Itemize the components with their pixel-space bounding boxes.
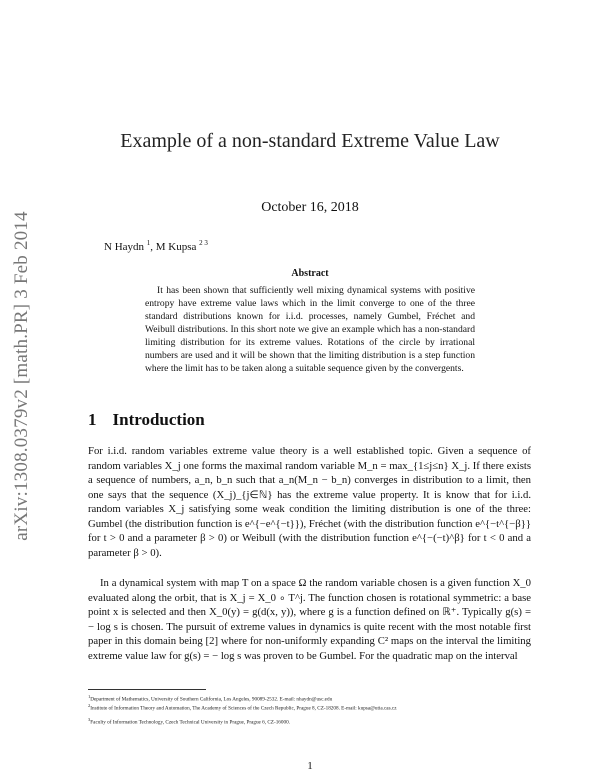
author-name: M Kupsa [155,241,197,253]
abstract-text: It has been shown that sufficiently well mixing dynamical systems with positive entropy have extreme value laws which in the limit converge to one of the three standard distributions known for i.i.d. processes, namely Gumbel, Fréchet and Weibull distributions. In this short note we give an example which has a non-standard limiting distribution for its extreme values. Rotations of the circle by irrational numbers are used and it will be shown that the limiting distribution is a step function where the limit has to be taken along a suitable sequence given by the convergents. [145,285,475,374]
author-name: N Haydn [104,241,145,253]
footnote-mark: 3 [88,717,91,722]
paper-date: October 16, 2018 [261,200,359,215]
footnote [88,716,531,727]
body-paragraph: In a dynamical system with map T on a space Ω the random variable chosen is a given function X_0 evaluated along the orbit, that is X_j = X_0 ∘ T^j. The function chosen is rotational symmetric: a base point x is selected and then X_0(y) = g(d(x, y)), where g is a function defined on ℝ⁺. Typically g(s) = − log s is chosen. The pursuit of extreme values in dynamics is quite recent with the most notable first paper in this domain being [2] where for non-uniformly expanding C² maps on the interval the limiting extreme value law for g(s) = − log s was proven to be Gumbel. For the quadratic map on the interval [88,577,531,662]
arxiv-identifier: arXiv:1308.0379v2 [math.PR] 3 Feb 2014 [11,211,32,541]
footnote-text: Department of Mathematics, University of Southern California, Los Angeles, 90089-2532. E-mail: nhaydn@usc.edu [90,696,333,703]
author-affiliation-marks: 2 3 [199,239,208,247]
page-number: 1 [307,760,313,772]
arxiv-sidebar [8,186,36,566]
body-paragraph: For i.i.d. random variables extreme value theory is a well established topic. Given a sequence of random variables X_j one forms the maximal random variable M_n = max_{1≤j≤n} X_j. If there exists a sequence of numbers, a_n, b_n such that a_n(M_n − b_n) converges in distribution to a limit, then one says that the sequence (X_j)_{j∈ℕ} has the extreme value property. It is know that for i.i.d. random variables X_j satisfying some weak condition the limiting distribution is one of the three: Gumbel (the distribution function is e^{−e^{−t}}), Fréchet (with the distribution function e^{−t^{−β}} for t > 0 and a parameter β > 0) or Weibull (with the distribution function e^{−(−t)^β} for t < 0 and a parameter β > 0). [88,445,531,559]
section-heading [88,410,205,430]
author-separator: , [150,241,156,253]
section-number: 1 [88,410,97,429]
abstract-heading: Abstract [291,268,329,279]
author-line [104,239,208,253]
paper-title: Example of a non-standard Extreme Value Law [120,130,500,152]
footnote-mark: 1 [88,694,91,699]
footnote-text: Institute of Information Theory and Automation, The Academy of Sciences of the Czech Republic, Prague 8, CZ-18208. E-mail: kupsa@utia.cas.cz [90,705,397,712]
footnote-text: Faculty of Information Technology, Czech Technical University in Prague, Prague 6, CZ-16000. [90,719,290,726]
section-title: Introduction [112,410,205,429]
footnote-rule [88,689,206,690]
footnote [88,702,531,713]
footnote-mark: 2 [88,703,91,708]
author-affiliation-marks: 1 [146,239,151,247]
